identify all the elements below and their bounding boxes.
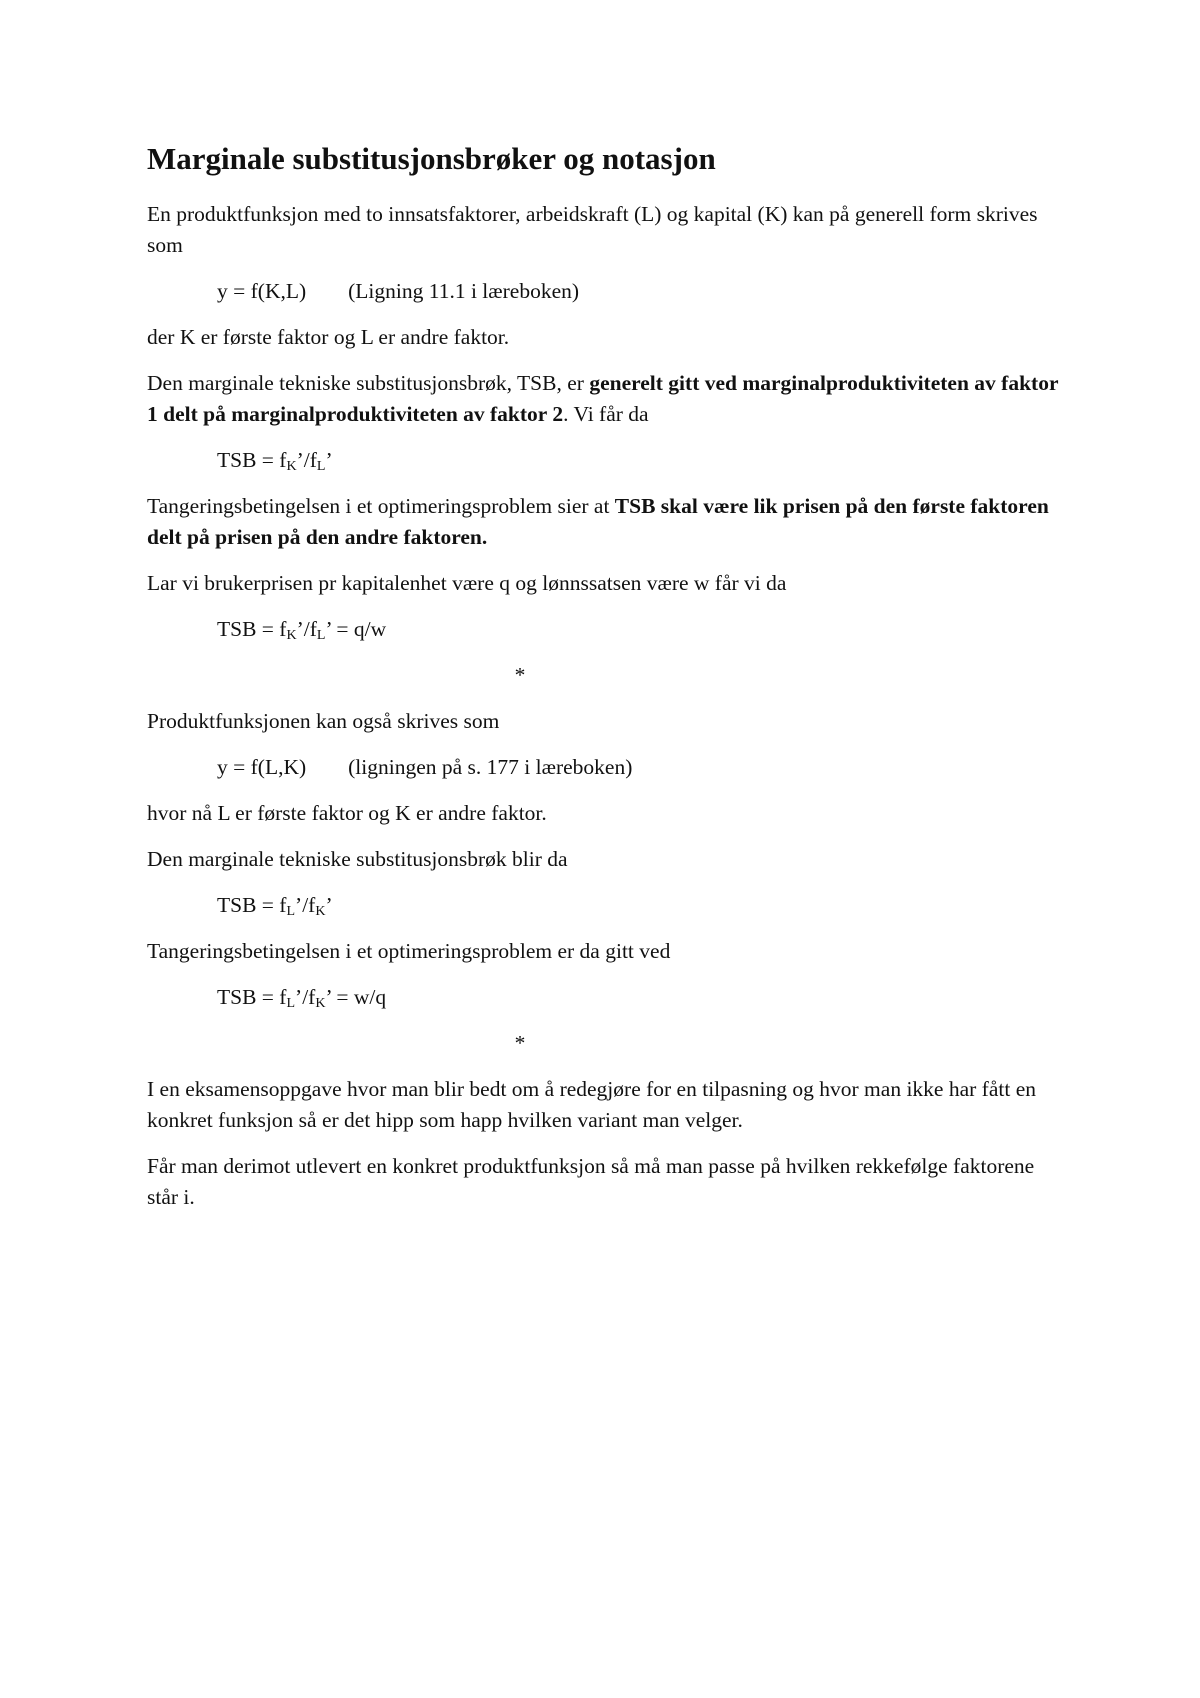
equation-subscript: K xyxy=(286,628,297,644)
equation-expression: y = f(K,L) xyxy=(217,279,307,304)
equation-part: TSB = f xyxy=(217,893,287,918)
equation-part: TSB = f xyxy=(217,617,287,642)
text-run: . Vi får da xyxy=(563,402,649,427)
paragraph-factor-order-alt: hvor nå L er første faktor og K er andre faktor. xyxy=(147,801,547,826)
equation-subscript: L xyxy=(286,996,296,1012)
equation-part: ’ = q/w xyxy=(325,617,387,642)
equation-tsb-w-q xyxy=(147,982,1067,1013)
paragraph-tangency-condition xyxy=(147,491,1067,553)
equation-part: ’/f xyxy=(296,448,317,473)
text-run: Den marginale tekniske substitusjonsbrøk, TSB, er xyxy=(147,371,590,396)
equation-tsb-fl-fk xyxy=(147,890,1067,921)
bold-text-run: TSB skal være lik prisen på den første faktoren delt på prisen på den andre faktoren. xyxy=(147,494,1049,550)
bold-text-run: generelt gitt ved marginalproduktiviteten av faktor 1 delt på marginalproduktiviteten av faktor 2 xyxy=(147,371,1059,427)
equation-tsb-fk-fl xyxy=(147,445,1067,476)
equation-tsb-q-w xyxy=(147,614,1067,645)
paragraph-alt-form: Produktfunksjonen kan også skrives som xyxy=(147,709,500,734)
equation-part: ’ xyxy=(325,893,333,918)
equation-reference-note: (Ligning 11.1 i læreboken) xyxy=(348,279,580,304)
paragraph-exam-note: I en eksamensoppgave hvor man blir bedt om å redegjøre for en tilpasning og hvor man ikke har fått en konkret funksjon så er det hipp som happ hvilken variant man velger. xyxy=(147,1077,1036,1133)
equation-part: TSB = f xyxy=(217,448,287,473)
equation-production-function-kl xyxy=(147,276,1067,307)
equation-subscript: K xyxy=(286,459,297,475)
equation-subscript: K xyxy=(315,996,326,1012)
equation-subscript: L xyxy=(286,904,296,920)
paragraph-tangency-alt: Tangeringsbetingelsen i et optimeringsproblem er da gitt ved xyxy=(147,939,671,964)
equation-subscript: L xyxy=(316,459,326,475)
equation-part: ’ xyxy=(325,448,333,473)
equation-part: ’/f xyxy=(296,617,317,642)
paragraph-concrete-function-note: Får man derimot utlevert en konkret produktfunksjon så må man passe på hvilken rekkefølge faktorene står i. xyxy=(147,1154,1035,1210)
paragraph-tsb-definition xyxy=(147,368,1067,430)
section-separator: * xyxy=(514,1031,526,1056)
document-title: Marginale substitusjonsbrøker og notasjon xyxy=(147,141,716,176)
equation-production-function-lk xyxy=(147,752,1067,783)
equation-expression: y = f(L,K) xyxy=(217,755,307,780)
equation-subscript: K xyxy=(315,904,326,920)
section-separator: * xyxy=(514,663,526,688)
equation-part: TSB = f xyxy=(217,985,287,1010)
equation-part: ’/f xyxy=(295,893,316,918)
equation-reference-note: (ligningen på s. 177 i læreboken) xyxy=(348,755,633,780)
document-page xyxy=(147,140,1067,1228)
paragraph-prices: Lar vi brukerprisen pr kapitalenhet være q og lønnssatsen være w får vi da xyxy=(147,571,787,596)
equation-part: ’/f xyxy=(295,985,316,1010)
paragraph-factor-order: der K er første faktor og L er andre faktor. xyxy=(147,325,510,350)
equation-subscript: L xyxy=(316,628,326,644)
paragraph-intro: En produktfunksjon med to innsatsfaktorer, arbeidskraft (L) og kapital (K) kan på generell form skrives som xyxy=(147,202,1038,258)
paragraph-tsb-alt: Den marginale tekniske substitusjonsbrøk blir da xyxy=(147,847,568,872)
equation-part: ’ = w/q xyxy=(325,985,387,1010)
text-run: Tangeringsbetingelsen i et optimeringsproblem sier at xyxy=(147,494,615,519)
